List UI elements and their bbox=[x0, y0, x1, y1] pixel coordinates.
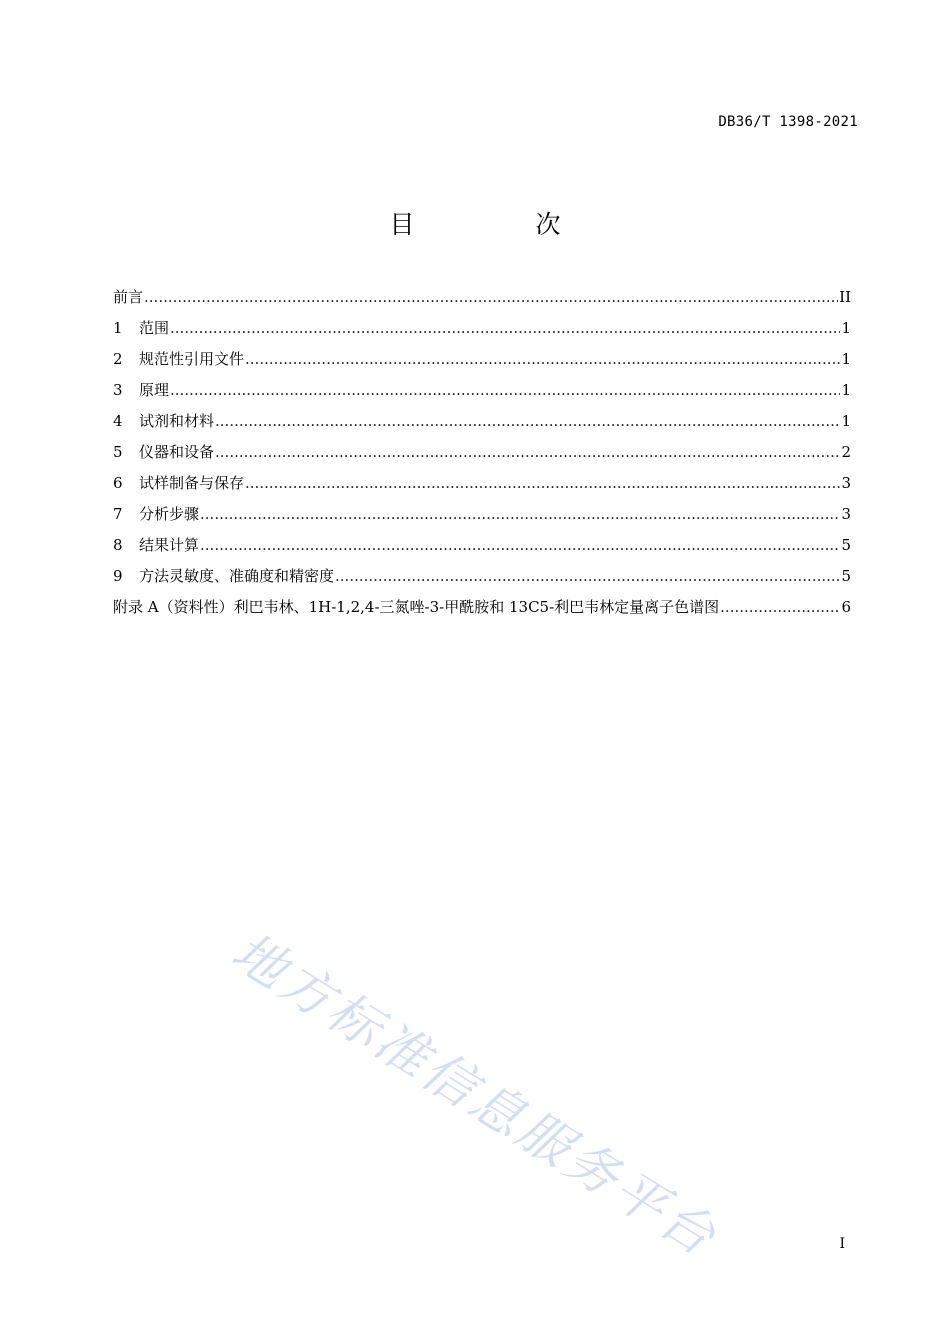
toc-dot-leader bbox=[200, 502, 840, 526]
toc-entry-page: 1 bbox=[841, 350, 851, 368]
toc-dot-leader bbox=[215, 409, 840, 433]
toc-entry-9[interactable] bbox=[113, 564, 851, 595]
toc-entry-number: 1 bbox=[113, 319, 123, 337]
watermark-text: 地方标准信息服务平台 bbox=[221, 921, 728, 1270]
toc-entry-label: 原理 bbox=[139, 381, 170, 399]
toc-dot-leader bbox=[245, 471, 840, 495]
toc-entry-label: 仪器和设备 bbox=[139, 443, 215, 461]
toc-entry-8[interactable] bbox=[113, 533, 851, 564]
toc-dot-leader bbox=[200, 533, 840, 557]
toc-dot-leader bbox=[335, 564, 840, 588]
document-code: DB36/T 1398-2021 bbox=[718, 114, 858, 130]
toc-entry-page: 3 bbox=[841, 505, 851, 523]
toc-entry-label: 附录 A（资料性）利巴韦林、1H-1,2,4-三氮唑-3-甲酰胺和 13C5-利巴韦林定量离子色谱图 bbox=[113, 598, 720, 616]
toc-entry-label: 方法灵敏度、准确度和精密度 bbox=[139, 567, 335, 585]
page-title: 目 次 bbox=[389, 210, 609, 239]
toc-entry-page: 1 bbox=[841, 381, 851, 399]
toc-entry-5[interactable] bbox=[113, 440, 851, 471]
toc-dot-leader bbox=[144, 285, 838, 309]
toc-entry-6[interactable] bbox=[113, 471, 851, 502]
toc-entry-number: 6 bbox=[113, 474, 123, 492]
toc-entry-2[interactable] bbox=[113, 347, 851, 378]
toc-entry-number: 7 bbox=[113, 505, 123, 523]
toc-dot-leader bbox=[720, 595, 840, 619]
toc-entry-1[interactable] bbox=[113, 316, 851, 347]
table-of-contents bbox=[113, 285, 851, 626]
toc-entry-label: 试样制备与保存 bbox=[139, 474, 245, 492]
toc-entry-3[interactable] bbox=[113, 378, 851, 409]
toc-entry-7[interactable] bbox=[113, 502, 851, 533]
toc-entry-label: 分析步骤 bbox=[139, 505, 200, 523]
toc-entry-label: 前言 bbox=[113, 288, 144, 306]
toc-entry-number: 2 bbox=[113, 350, 123, 368]
toc-entry-page: 1 bbox=[841, 319, 851, 337]
toc-entry-number: 4 bbox=[113, 412, 123, 430]
toc-entry-appendix-a[interactable] bbox=[113, 595, 851, 626]
toc-entry-number: 8 bbox=[113, 536, 123, 554]
toc-dot-leader bbox=[170, 378, 840, 402]
toc-entry-number: 9 bbox=[113, 567, 123, 585]
toc-entry-page: 2 bbox=[841, 443, 851, 461]
toc-entry-page: 1 bbox=[841, 412, 851, 430]
toc-entry-label: 范围 bbox=[139, 319, 170, 337]
toc-dot-leader bbox=[245, 347, 840, 371]
toc-entry-4[interactable] bbox=[113, 409, 851, 440]
toc-entry-page: 3 bbox=[841, 474, 851, 492]
toc-entry-page: 6 bbox=[841, 598, 851, 616]
toc-entry-number: 5 bbox=[113, 443, 123, 461]
toc-entry-label: 试剂和材料 bbox=[139, 412, 215, 430]
toc-entry-page: II bbox=[839, 288, 851, 306]
toc-entry-number: 3 bbox=[113, 381, 123, 399]
toc-entry-page: 5 bbox=[841, 567, 851, 585]
toc-entry-label: 规范性引用文件 bbox=[139, 350, 245, 368]
toc-entry-label: 结果计算 bbox=[139, 536, 200, 554]
toc-dot-leader bbox=[215, 440, 840, 464]
page-number: I bbox=[839, 1236, 845, 1252]
toc-entry-page: 5 bbox=[841, 536, 851, 554]
toc-dot-leader bbox=[170, 316, 840, 340]
toc-entry-foreword[interactable] bbox=[113, 285, 851, 316]
